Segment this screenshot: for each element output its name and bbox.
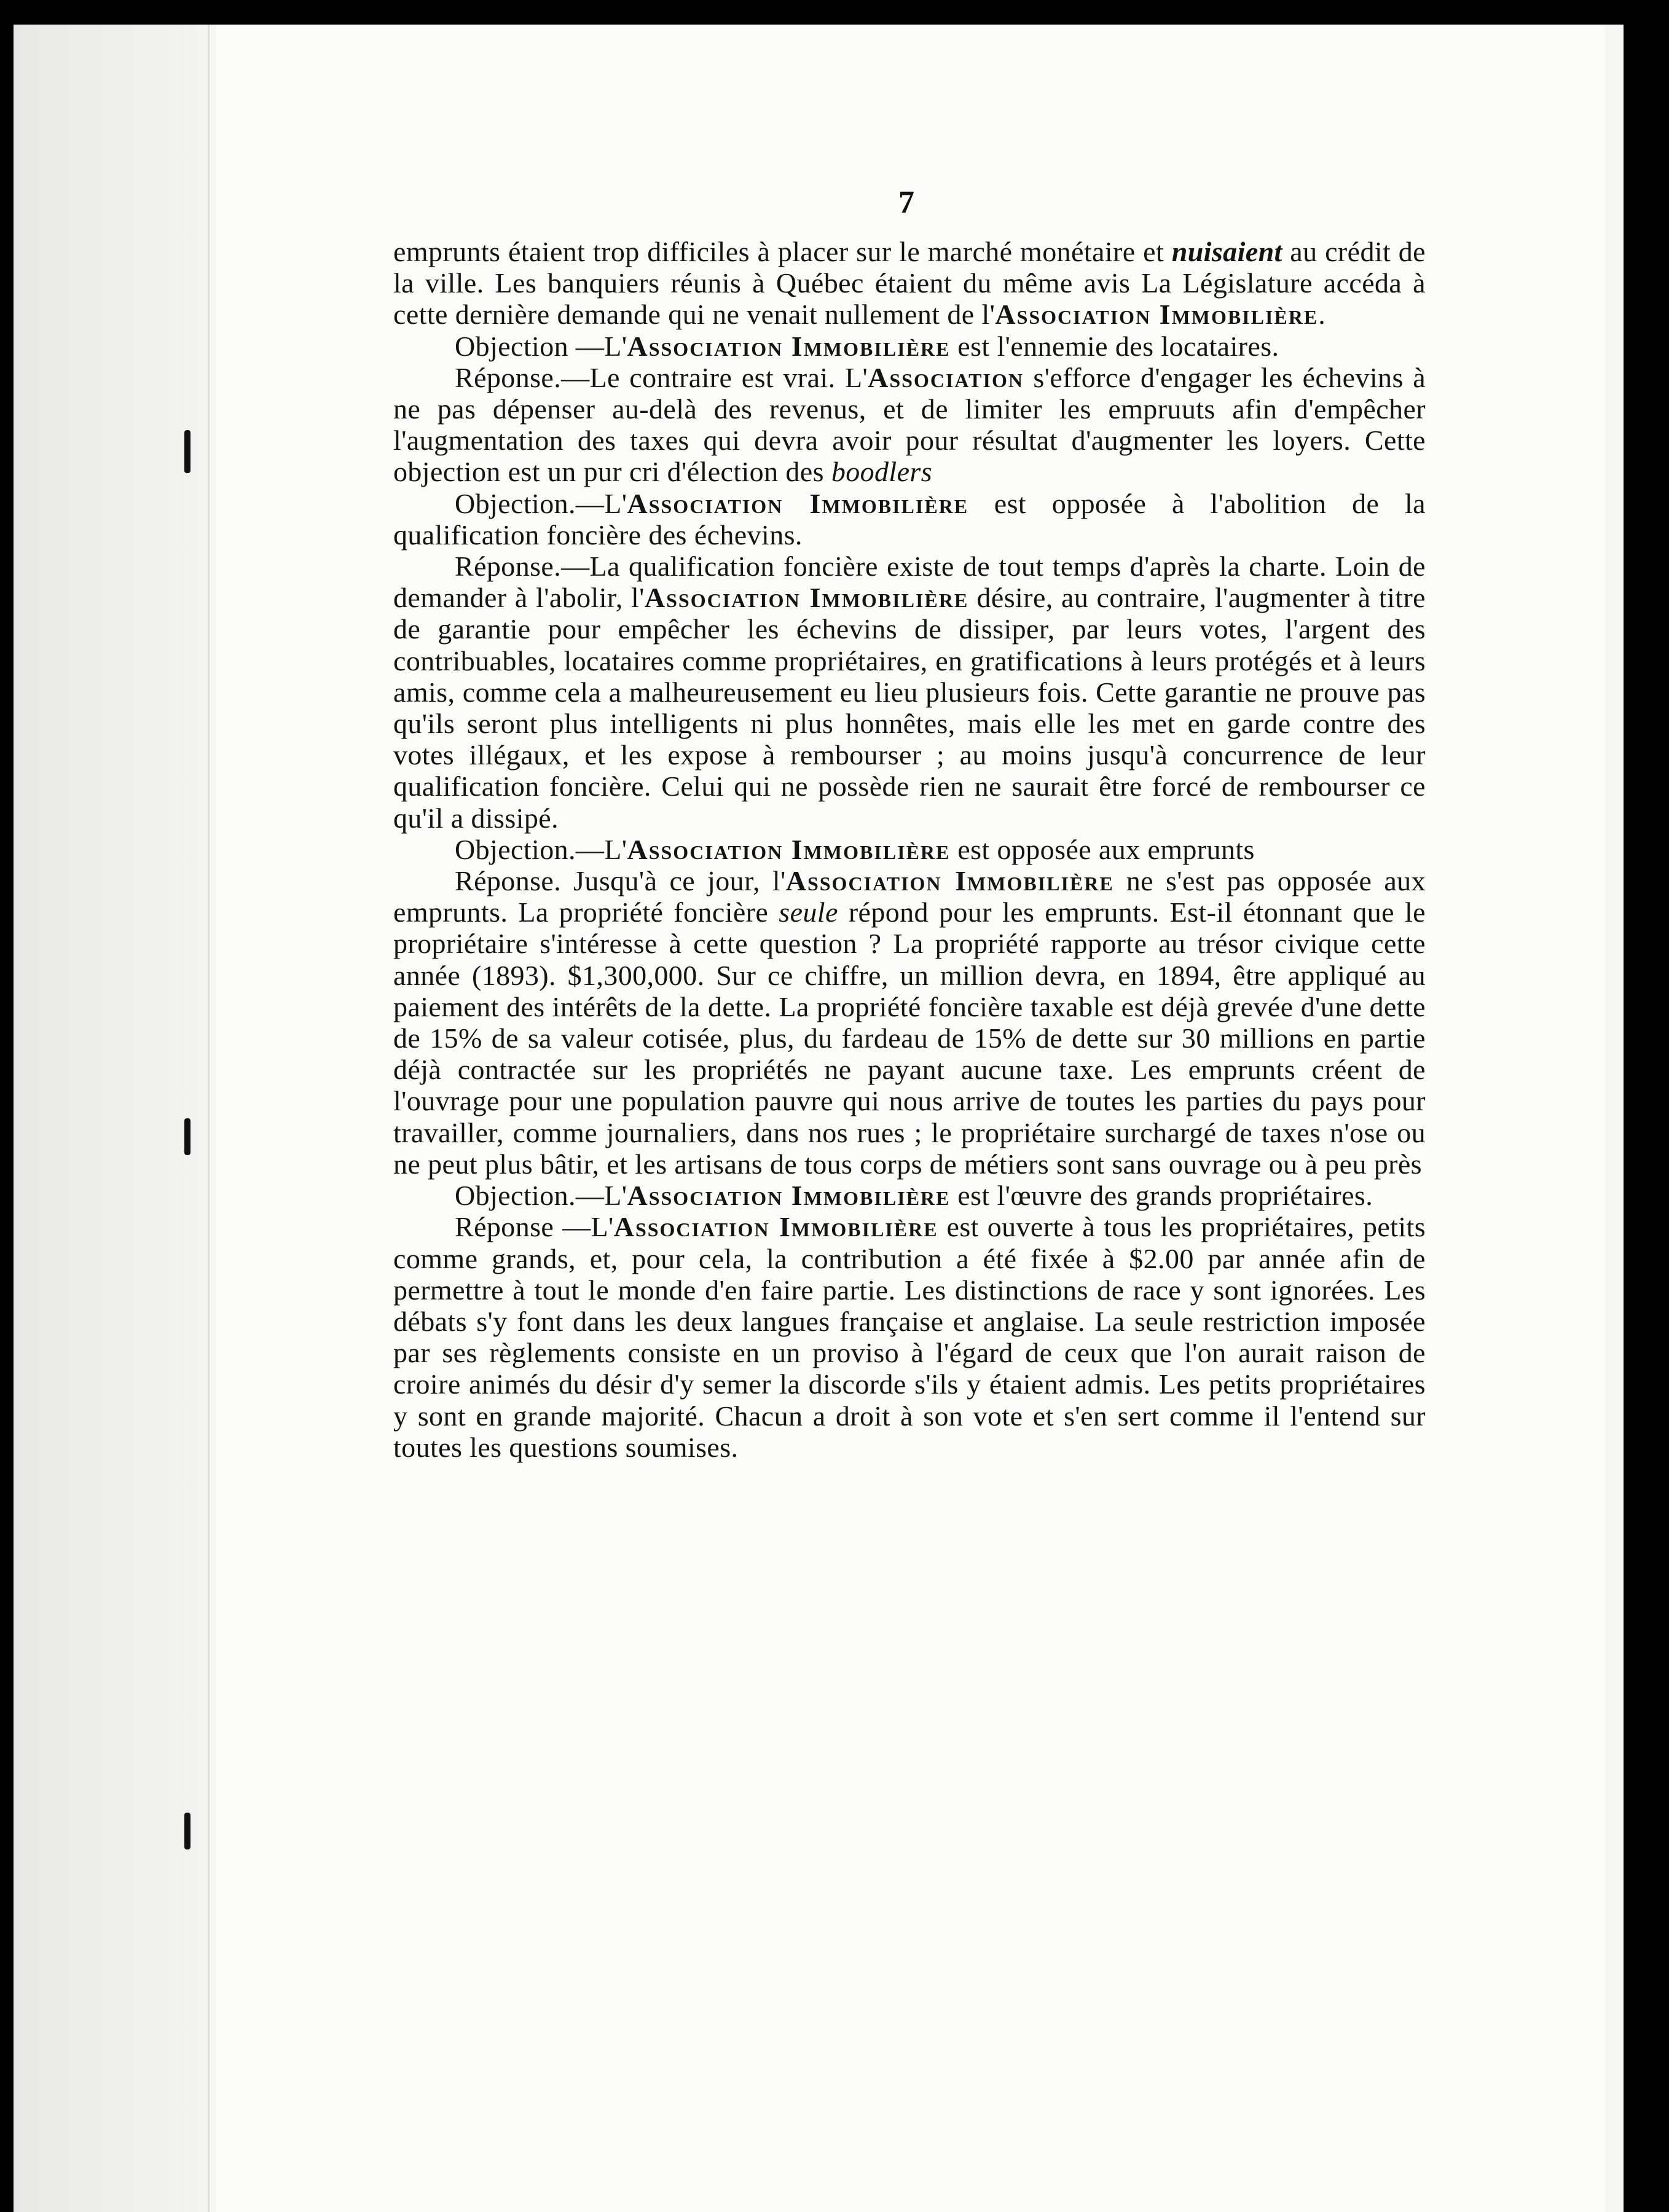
paragraph-objection (393, 1180, 1426, 1211)
scan-border-right (1647, 0, 1669, 2212)
text-run: est opposée aux emprunts (950, 833, 1255, 865)
text-run: emprunts étaient trop difficiles à placer sur le marché monétaire et (393, 236, 1172, 267)
association-name: Association Immobilière (627, 1180, 951, 1212)
association-name: Association Immobilière (627, 487, 969, 519)
association-name: Association Immobilière (644, 582, 969, 614)
paragraph-objection (393, 834, 1426, 865)
text-run: s'efforce d'engager les échevins à ne pas dépenser au-delà des revenus, et de limiter les empruuts afin d'empêcher l'augmentation des taxes qui devra avoir pour résultat d'augmenter les loyers. Cette objection est un pur cri d'élection des (393, 361, 1426, 488)
text-run: Réponse. Jusqu'à ce jour, l' (455, 865, 786, 897)
text-run: est opposée à l'abolition de la qualification foncière des échevins. (393, 487, 1426, 551)
page-gutter (208, 25, 210, 2212)
paragraph-response (393, 551, 1426, 834)
text-run-italic: boodlers (831, 456, 933, 488)
text-run: Réponse.—Le contraire est vrai. L' (455, 361, 868, 393)
text-run: Objection —L' (455, 330, 627, 362)
binding-mark (184, 1118, 190, 1155)
association-name: Association Immobilière (995, 299, 1319, 331)
text-run-italic: nuisaient (1171, 236, 1282, 267)
page-number: 7 (898, 185, 914, 220)
facing-page-edge (14, 25, 208, 2212)
text-run: est ouverte à tous les propriétaires, petits comme grands, et, pour cela, la contribution a été fixée à $2.00 par année afin de permettre à tout le monde d'en faire partie. Les distinctions de race y sont ignorées. Les débats s'y font dans les deux langues française et anglaise. La seule restriction imposée par ses règlements consiste en un proviso à l'égard de ceux que l'on aurait raison de croire animés du désir d'y semer la discorde s'ils y étaient admis. Les petits propriétaires y sont en grande majorité. Chacun a droit à son vote et s'en sert comme il l'entend sur toutes les questions soumises. (393, 1211, 1426, 1463)
text-run: Objection.—L' (455, 833, 627, 865)
text-run: Objection.—L' (455, 487, 627, 519)
text-run: au crédit de la ville. Les banquiers réunis à Québec étaient du même avis La Législature accéda à cette dernière demande qui ne venait nullement de l' (393, 236, 1426, 331)
binding-mark (184, 430, 190, 473)
text-run: est l'ennemie des locataires. (950, 330, 1279, 362)
association-name: Association Immobilière (627, 833, 951, 865)
text-run: est l'œuvre des grands propriétaires. (950, 1180, 1373, 1212)
text-run: désire, au contraire, l'augmenter à titre de garantie pour empêcher les échevins de dissiper, par leurs votes, l'argent des contribuables, locataires comme propriétaires, en gratifications à leurs protégés et à leurs amis, comme cela a malheureusement eu lieu plusieurs fois. Cette garantie ne prouve pas qu'ils seront plus intelligents ni plus honnêtes, mais elle les met en garde contre des votes illégaux, et les expose à rembourser ; au moins jusqu'à concurrence de leur qualification foncière. Celui qui ne possède rien ne saurait être forcé de rembourser ce qu'il a dissipé. (393, 582, 1426, 834)
paragraph-response (393, 1211, 1426, 1463)
paragraph (393, 236, 1426, 331)
text-run: Objection.—L' (455, 1180, 627, 1212)
text-run: Réponse —L' (455, 1211, 614, 1243)
text-run: Réponse.—La qualification foncière existe de tout temps d'après la charte. Loin de demander à l'abolir, l' (393, 551, 1426, 614)
text-run: . (1318, 299, 1326, 331)
association-name: Association Immobilière (785, 865, 1114, 897)
paragraph-response (393, 362, 1426, 488)
paragraph-objection (393, 331, 1426, 362)
text-run-italic: seule (779, 896, 838, 928)
paragraph-objection (393, 488, 1426, 551)
text-run: répond pour les emprunts. Est-il étonnant que le propriétaire s'intéresse à cette question ? La propriété rapporte au trésor civique cette année (1893). $1,300,000. Sur ce chiffre, un million devra, en 1894, être appliqué au paiement des intérêts de la dette. La propriété foncière taxable est déjà grevée d'une dette de 15% de sa valeur cotisée, plus, du fardeau de 15% de dette sur 30 millions en partie déjà contractée sur les propriétés ne payant aucune taxe. Les emprunts créent de l'ouvrage pour une population pauvre qui nous arrive de toutes les parties du pays pour travailler, comme journaliers, dans nos rues ; le propriétaire surchargé de taxes n'ose ou ne peut plus bâtir, et les artisans de tous corps de métiers sont sans ouvrage ou à peu près (393, 896, 1426, 1180)
association-name: Association Immobilière (613, 1211, 938, 1243)
association-name: Association Immobilière (627, 330, 951, 362)
paragraph-response (393, 865, 1426, 1180)
text-run: ne s'est pas opposée aux emprunts. La propriété foncière (393, 865, 1426, 928)
association-name: Association (868, 361, 1024, 393)
binding-mark (184, 1813, 190, 1849)
body-text (393, 236, 1426, 1463)
